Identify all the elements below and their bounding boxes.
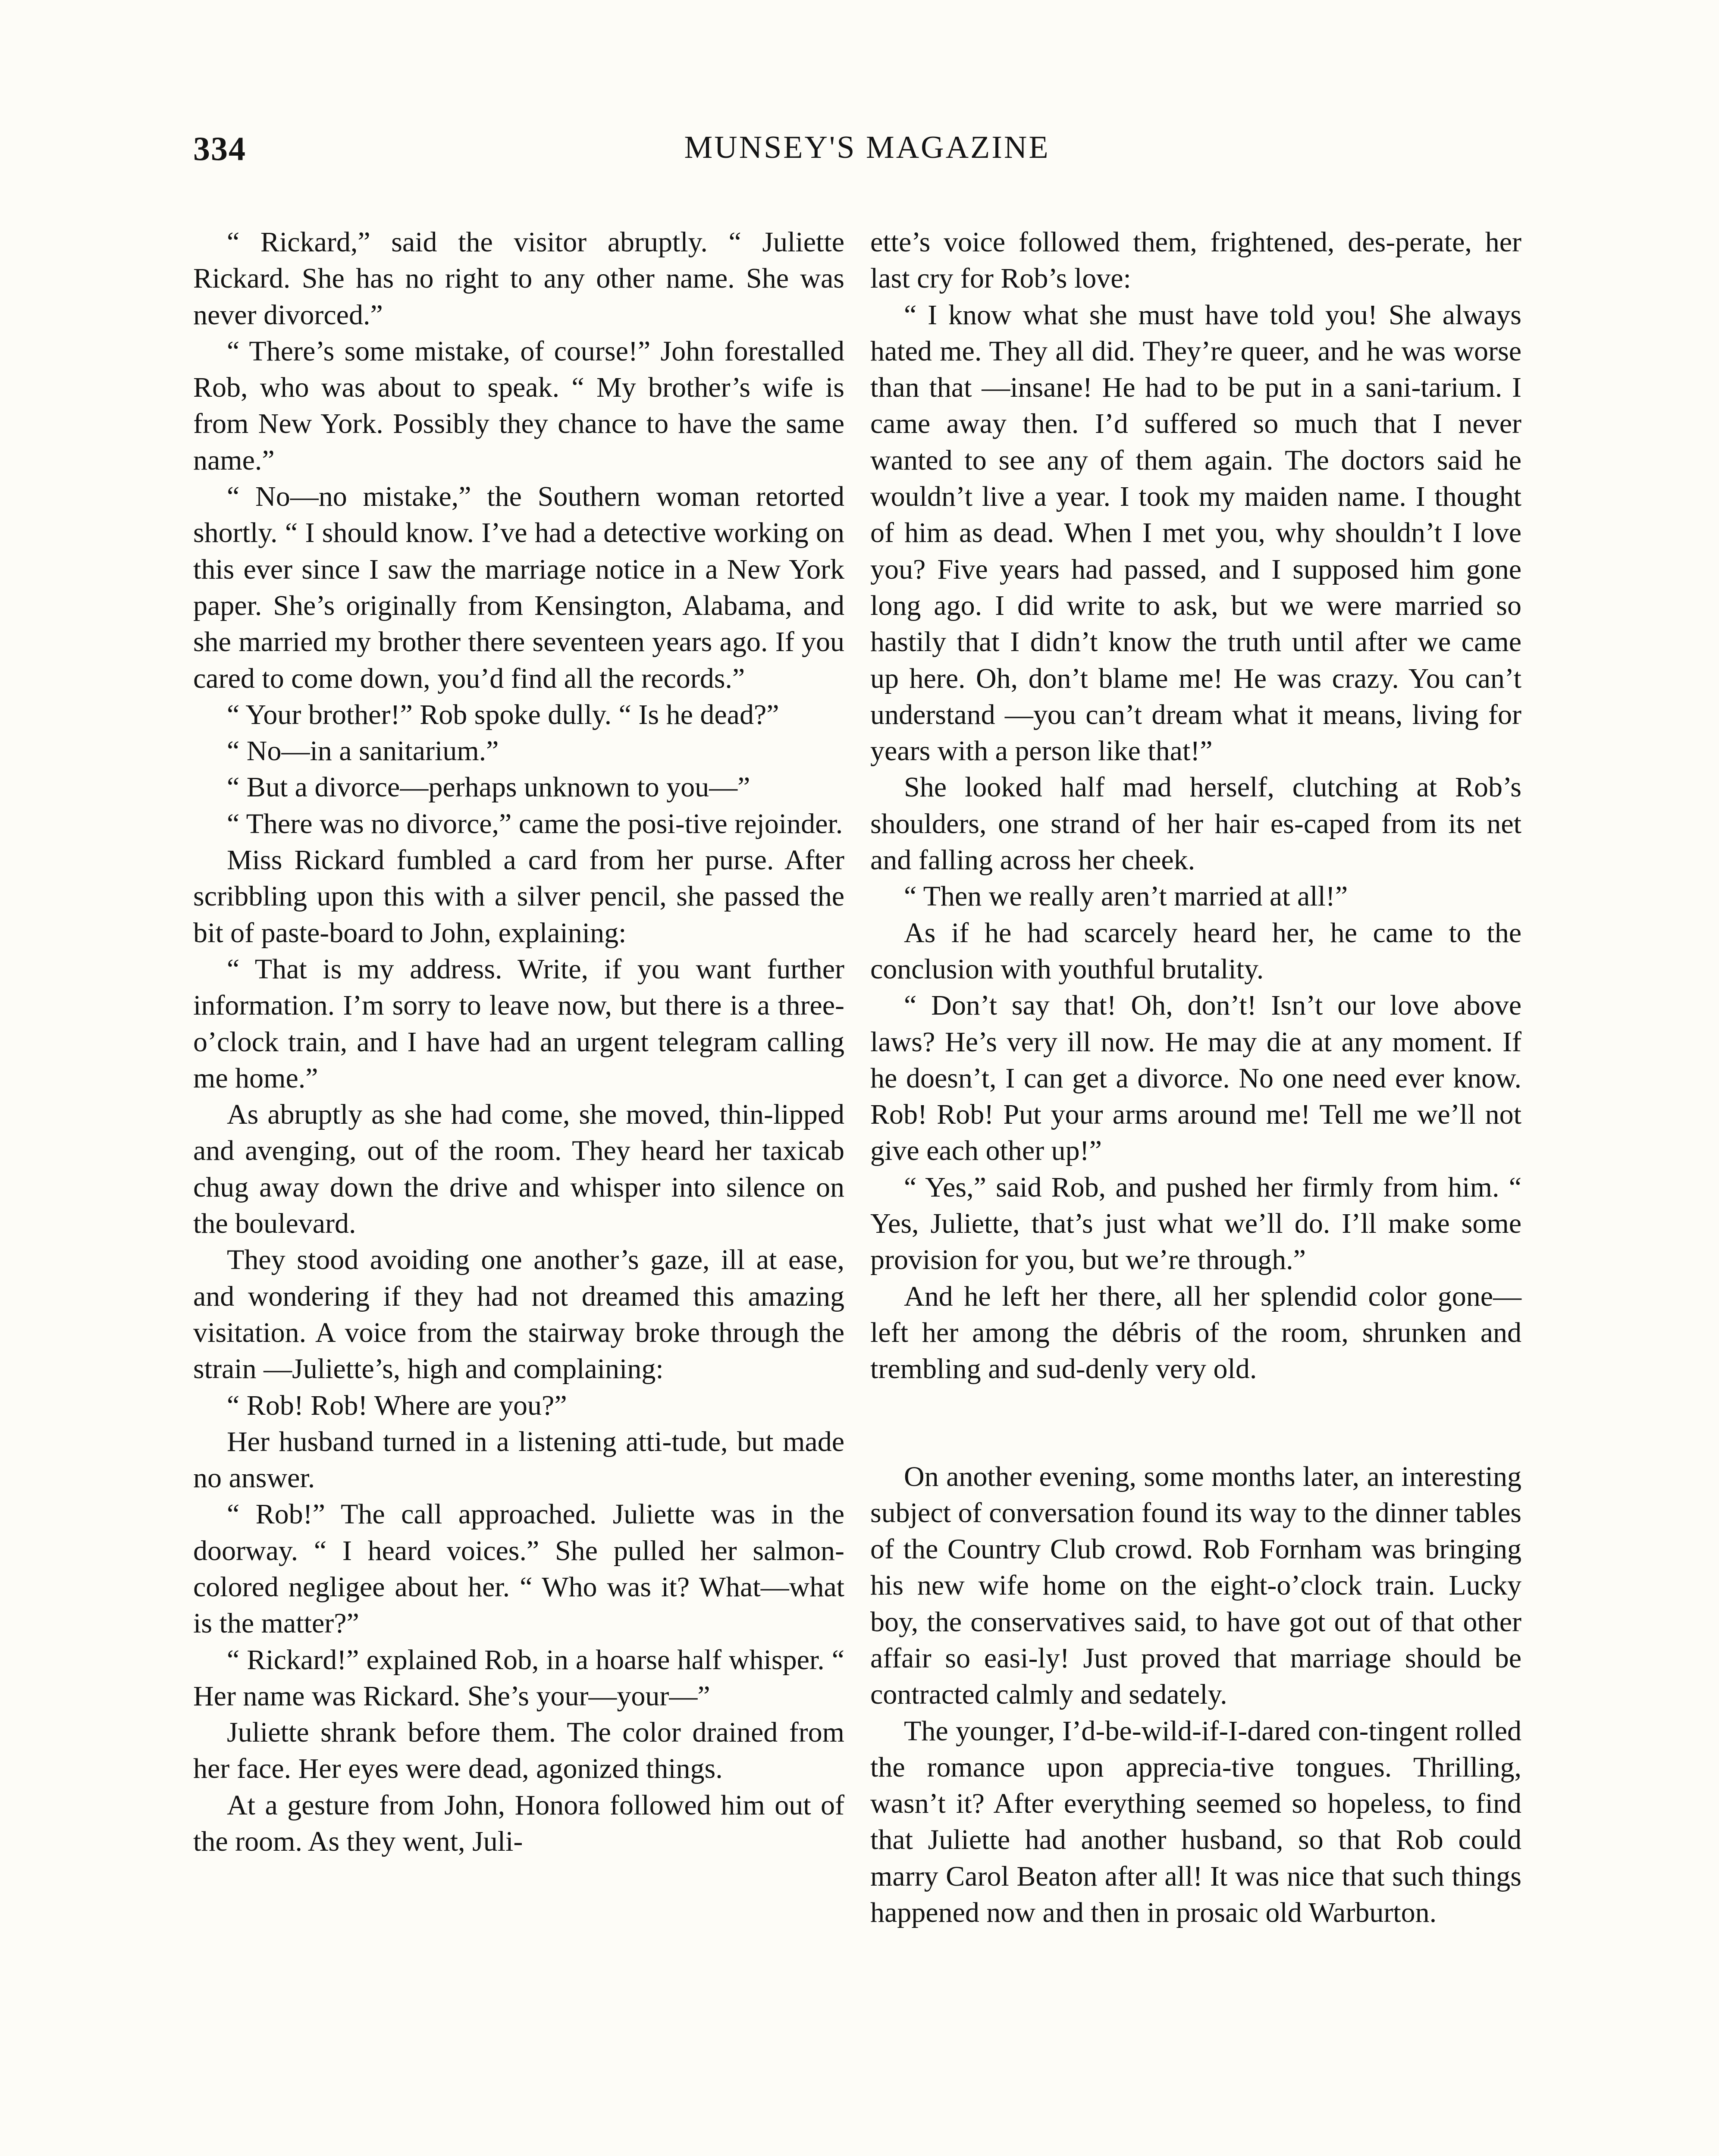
paragraph: “ Yes,” said Rob, and pushed her firmly from him. “ Yes, Juliette, that’s just what we’ll do. I’ll make some provision for you, but we’re through.” xyxy=(870,1171,1521,1276)
paragraph: They stood avoiding one another’s gaze, ill at ease, and wondering if they had not dreamed this amazing visitation. A voice from the stairway broke through the strain —Juliette’s, high and complaining: xyxy=(193,1244,844,1385)
paragraph: “ Rickard!” explained Rob, in a hoarse half whisper. “ Her name was Rickard. She’s your—your—” xyxy=(193,1644,844,1712)
paragraph: “ But a divorce—perhaps unknown to you—” xyxy=(227,771,750,803)
paragraph: “ Rob! Rob! Where are you?” xyxy=(227,1389,567,1421)
paragraph: “ Don’t say that! Oh, don’t! Isn’t our love above laws? He’s very ill now. He may die at any moment. If he doesn’t, I can get a divorce. No one need ever know. Rob! Rob! Put your arms around me! Tell me we’ll not give each other up!” xyxy=(870,990,1521,1167)
paragraph: As abruptly as she had come, she moved, thin-lipped and avenging, out of the room. They heard her taxicab chug away down the drive and whisper into silence on the boulevard. xyxy=(193,1099,844,1240)
paragraph: As if he had scarcely heard her, he came to the conclusion with youthful brutality. xyxy=(870,917,1521,985)
paragraph: “ Rickard,” said the visitor abruptly. “ Juliette Rickard. She has no right to any other name. She was never divorced.” xyxy=(193,226,844,331)
right-column xyxy=(870,224,1521,1931)
running-title: MUNSEY'S MAGAZINE xyxy=(684,130,1050,165)
paragraph: “ There was no divorce,” came the posi-tive rejoinder. xyxy=(227,808,843,840)
paragraph: And he left her there, all her splendid color gone—left her among the débris of the room, shrunken and trembling and sud-denly very old. xyxy=(870,1280,1521,1385)
paragraph: The younger, I’d-be-wild-if-I-dared con-tingent rolled the romance upon apprecia-tive tongues. Thrilling, wasn’t it? After everything seemed so hopeless, to find that Juliette had another husband, so that Rob could marry Carol Beaton after all! It was nice that such things happened now and then in prosaic old Warburton. xyxy=(870,1715,1521,1929)
paragraph: “ Your brother!” Rob spoke dully. “ Is he dead?” xyxy=(227,699,779,730)
page-number: 334 xyxy=(193,130,246,167)
page-header xyxy=(193,129,1541,181)
left-column xyxy=(193,224,844,1860)
paragraph: “ No—no mistake,” the Southern woman retorted shortly. “ I should know. I’ve had a detective working on this ever since I saw the marriage notice in a New York paper. She’s originally from Kensington, Alabama, and she married my brother there seventeen years ago. If you cared to come down, you’d find all the records.” xyxy=(193,481,844,694)
paragraph-continuation: ette’s voice followed them, frightened, des-perate, her last cry for Rob’s love: xyxy=(870,226,1521,295)
paragraph: “ That is my address. Write, if you want further information. I’m sorry to leave now, but there is a three-o’clock train, and I have had an urgent telegram calling me home.” xyxy=(193,953,844,1094)
paragraph: At a gesture from John, Honora followed him out of the room. As they went, Juli- xyxy=(193,1789,844,1858)
paragraph: “ I know what she must have told you! She always hated me. They all did. They’re queer, and he was worse than that —insane! He had to be put in a sani-tarium. I came away then. I’d suffered so much that I never wanted to see any of them again. The doctors said he wouldn’t live a year. I took my maiden name. I thought of him as dead. When I met you, why shouldn’t I love you? Five years had passed, and I supposed him gone long ago. I did write to ask, but we were married so hastily that I didn’t know the truth until after we came up here. Oh, don’t blame me! He was crazy. You can’t understand —you can’t dream what it means, living for years with a person like that!” xyxy=(870,299,1521,767)
paragraph: “ Then we really aren’t married at all!” xyxy=(904,881,1348,912)
paragraph: Miss Rickard fumbled a card from her purse. After scribbling upon this with a silver pencil, she passed the bit of paste-board to John, explaining: xyxy=(193,844,844,949)
paragraph: She looked half mad herself, clutching at Rob’s shoulders, one strand of her hair es-caped from its net and falling across her cheek. xyxy=(870,771,1521,876)
paragraph: Juliette shrank before them. The color drained from her face. Her eyes were dead, agonized things. xyxy=(193,1717,844,1785)
paragraph: Her husband turned in a listening atti-tude, but made no answer. xyxy=(193,1426,844,1494)
paragraph: “ Rob!” The call approached. Juliette was in the doorway. “ I heard voices.” She pulled her salmon-colored negligee about her. “ Who was it? What—what is the matter?” xyxy=(193,1498,844,1639)
paragraph: “ No—in a sanitarium.” xyxy=(227,735,499,767)
paragraph: “ There’s some mistake, of course!” John forestalled Rob, who was about to speak. “ My brother’s wife is from New York. Possibly they chance to have the same name.” xyxy=(193,335,844,476)
paragraph-section-start: On another evening, some months later, an interesting subject of conversation found its way to the dinner tables of the Country Club crowd. Rob Fornham was bringing his new wife home on the eight-o’clock train. Lucky boy, the conservatives said, to have got out of that other affair so easi-ly! Just proved that marriage should be contracted calmly and sedately. xyxy=(870,1460,1521,1711)
